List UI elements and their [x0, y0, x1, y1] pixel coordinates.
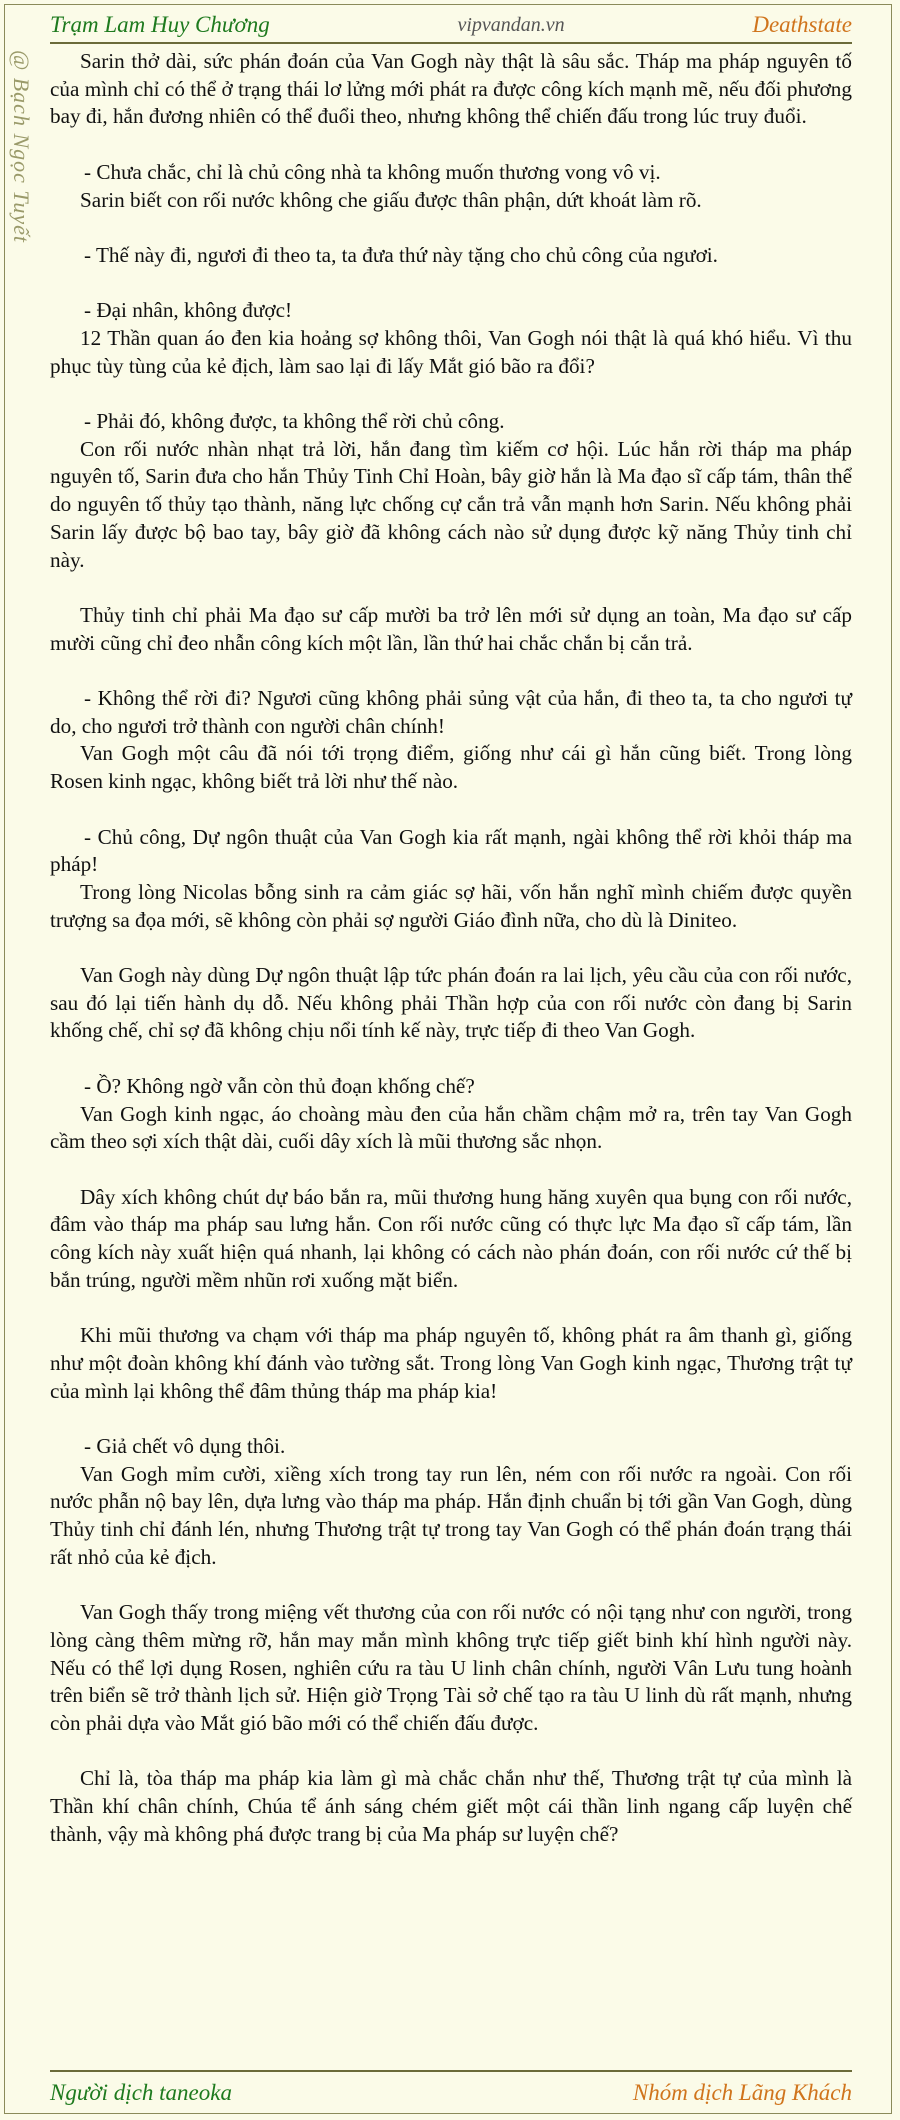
paragraph: Van Gogh kinh ngạc, áo choàng màu đen của hắn chầm chậm mở ra, trên tay Van Gogh cầm theo sợi xích thật dài, cuối dây xích là mũi thương sắc nhọn.: [50, 1101, 852, 1154]
paragraph: - Chủ công, Dự ngôn thuật của Van Gogh kia rất mạnh, ngài không thể rời khỏi tháp ma pháp!: [50, 824, 852, 877]
paragraph-gap: [50, 270, 852, 298]
paragraph: - Chưa chắc, chỉ là chủ công nhà ta không muốn thương vong vô vị.: [84, 159, 661, 184]
footer-translator: Người dịch taneoka: [50, 2080, 232, 2105]
paragraph-gap: [50, 214, 852, 242]
paragraph-gap: [50, 1045, 852, 1073]
paragraph: - Giả chết vô dụng thôi.: [84, 1433, 286, 1458]
paragraph-gap: [50, 1738, 852, 1766]
paragraph-gap: [50, 1571, 852, 1599]
page-header: [50, 8, 852, 44]
paragraph: Van Gogh mỉm cười, xiềng xích trong tay run lên, ném con rối nước ra ngoài. Con rối nước phẫn nộ bay lên, dựa lưng vào tháp ma pháp. Hắn định chuẩn bị tới gần Van Gogh, dùng Thủy tinh chỉ đánh lén, nhưng Thương trật tự trong tay Van Gogh có thể phán đoán trạng thái rất nhỏ của kẻ địch.: [50, 1461, 852, 1569]
paragraph-gap: [50, 1405, 852, 1433]
paragraph: Sarin biết con rối nước không che giấu được thân phận, dứt khoát làm rõ.: [80, 187, 702, 212]
paragraph-gap: [50, 1294, 852, 1322]
paragraph: Thủy tinh chỉ phải Ma đạo sư cấp mười ba trở lên mới sử dụng an toàn, Ma đạo sư cấp mười cũng chỉ đeo nhẫn công kích một lần, lần thứ hai chắc chắn bị cắn trả.: [50, 602, 852, 655]
footer-group: Nhóm dịch Lãng Khách: [632, 2080, 852, 2105]
paragraph: Van Gogh thấy trong miệng vết thương của con rối nước có nội tạng như con người, trong lòng càng thêm mừng rỡ, hắn may mắn mình không trực tiếp giết binh khí hình người này. Nếu có thể lợi dụng Rosen, nghiên cứu ra tàu U linh chân chính, người Vân Lưu tung hoành trên biển sẽ trở thành lịch sử. Hiện giờ Trọng Tài sở chế tạo ra tàu U linh dù rất mạnh, nhưng còn phải dựa vào Mắt gió bão mới có thể chiến đấu được.: [50, 1600, 852, 1735]
paragraph: - Thế này đi, ngươi đi theo ta, ta đưa thứ này tặng cho chủ công của ngươi.: [84, 242, 718, 267]
paragraph: - Đại nhân, không được!: [84, 298, 293, 323]
paragraph-gap: [50, 1156, 852, 1184]
paragraph-gap: [50, 574, 852, 602]
paragraph: - Phải đó, không được, ta không thể rời chủ công.: [84, 409, 505, 434]
paragraph: Khi mũi thương va chạm với tháp ma pháp nguyên tố, không phát ra âm thanh gì, giống như một đoàn không khí đánh vào tường sắt. Trong lòng Van Gogh kinh ngạc, Thương trật tự của mình lại không thể đâm thủng tháp ma pháp kia!: [50, 1323, 852, 1403]
paragraph-gap: [50, 934, 852, 962]
paragraph: Van Gogh một câu đã nói tới trọng điểm, giống như cái gì hắn cũng biết. Trong lòng Rosen kinh ngạc, không biết trả lời như thế nào.: [50, 741, 852, 794]
paragraph-gap: [50, 657, 852, 685]
paragraph: Con rối nước nhàn nhạt trả lời, hắn đang tìm kiếm cơ hội. Lúc hắn rời tháp ma pháp nguyên tố, Sarin đưa cho hắn Thủy Tinh Chỉ Hoàn, bây giờ hắn là Ma đạo sĩ cấp tám, thân thể do nguyên tố thủy tạo thành, năng lực chống cự cắn trả vẫn mạnh hơn Sarin. Nếu không phải Sarin lấy được bộ bao tay, bây giờ đã không cách nào sử dụng được kỹ năng Thủy tinh chỉ này.: [50, 436, 852, 572]
paragraph: Dây xích không chút dự báo bắn ra, mũi thương hung hăng xuyên qua bụng con rối nước, đâm vào tháp ma pháp sau lưng hắn. Con rối nước cũng có thực lực Ma đạo sĩ cấp tám, lần công kích này xuất hiện quá nhanh, lại không có cách nào phán đoán, con rối nước cứ thế bị bắn trúng, người mềm nhũn rơi xuống mặt biển.: [50, 1184, 852, 1292]
side-watermark: @ Bạch Ngọc Tuyết: [9, 50, 34, 244]
header-series-title: Trạm Lam Huy Chương: [50, 12, 270, 37]
paragraph: - Ồ? Không ngờ vẫn còn thủ đoạn khống chế?: [84, 1073, 475, 1098]
paragraph: 12 Thần quan áo đen kia hoảng sợ không thôi, Van Gogh nói thật là quá khó hiểu. Vì thu phục tùy tùng của kẻ địch, làm sao lại đi lấy Mắt gió bão ra đổi?: [50, 325, 852, 378]
paragraph: Trong lòng Nicolas bỗng sinh ra cảm giác sợ hãi, vốn hắn nghĩ mình chiếm được quyền trượng sa đọa mới, sẽ không còn phải sợ người Giáo đình nữa, cho dù là Diniteo.: [50, 879, 852, 932]
paragraph-gap: [50, 131, 852, 159]
paragraph: Sarin thở dài, sức phán đoán của Van Gogh này thật là sâu sắc. Tháp ma pháp nguyên tố của mình chỉ có thể ở trạng thái lơ lửng mới phát ra được công kích mạnh mẽ, nếu đối phương bay đi, hắn đương nhiên có thể đuổi theo, nhưng không thể chiến đấu trong lúc truy đuổi.: [50, 49, 852, 129]
paragraph-gap: [50, 380, 852, 408]
page-footer: [50, 2070, 852, 2106]
header-author: Deathstate: [752, 12, 852, 37]
paragraph: Chỉ là, tòa tháp ma pháp kia làm gì mà chắc chắn như thế, Thương trật tự của mình là Thần khí chân chính, Chúa tể ánh sáng chém giết một cái thần linh ngang cấp luyện chế thành, vậy mà không phá được trang bị của Ma pháp sư luyện chế?: [50, 1766, 852, 1846]
header-site-name: vipvandan.vn: [457, 13, 565, 36]
paragraph: Van Gogh này dùng Dự ngôn thuật lập tức phán đoán ra lai lịch, yêu cầu của con rối nước, sau đó lại tiến hành dụ dỗ. Nếu không phải Thần hợp của con rối nước còn đang bị Sarin khống chế, chỉ sợ đã không chịu nổi tính kế này, trực tiếp đi theo Van Gogh.: [50, 963, 852, 1043]
chapter-body: [50, 48, 852, 1848]
paragraph-gap: [50, 796, 852, 824]
paragraph: - Không thể rời đi? Ngươi cũng không phải sủng vật của hắn, đi theo ta, ta cho ngươi tự do, cho ngươi trở thành con người chân chính!: [50, 686, 852, 738]
